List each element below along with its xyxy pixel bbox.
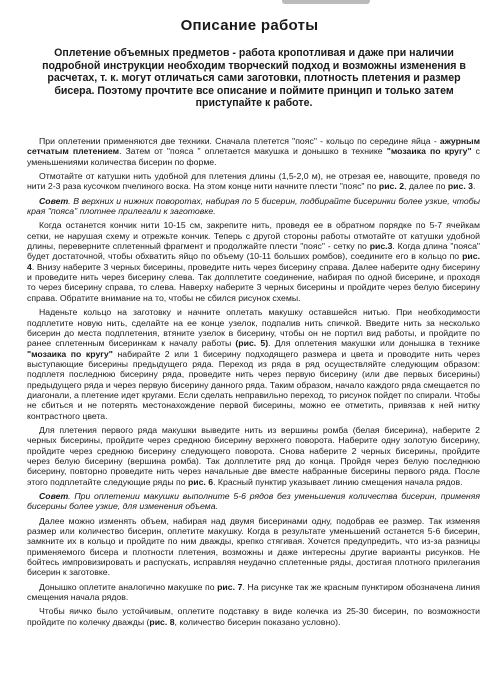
paragraph-text: При оплетении применяются две техники. Сначала плетется "пояс" - кольцо по середине яйца - <box>39 136 440 146</box>
body-paragraph <box>27 582 480 603</box>
body-paragraph <box>27 425 480 487</box>
top-edge-mark <box>282 0 370 4</box>
paragraph-text: Отмотайте от катушки нить удобной для плетения длины (1,5-2,0 м), не отрезая ее, навощите, проведя по нити 2-3 раза кусочком пчелиного воска. На этом конце нити начните плести "пояс" по <box>27 171 480 192</box>
paragraph-text: набирайте 2 или 1 бисерину подходящего размера и цвета и проводите нить через выступающие бисерины предыдущего ряда. Переход из ряда в ряд осуществляйте следующим образом: подплетя последнюю бисерину ряда, проведите нить через первую бисерину (или две первых бисерины) предыдущего ряда и через первую бисерину данного ряда. Таким образом, начало каждого ряда смещается по диагонали, а плетение идет кругами. Если сделать неправильно переход, то рисунок пойдет по спирали. Чтобы не сбиться и не потерять местонахождение первой бисерины, можно ее отметить, привязав к ней нитку контрастного цвета. <box>27 348 480 421</box>
emphasis-text: рис. 6 <box>187 476 214 487</box>
paragraph-text: . Когда длина "пояса" будет достаточной, чтобы обхватить яйцо по объему (10-11 больших ромбов), соедините его в кольцо по <box>27 241 481 262</box>
body-paragraph <box>27 307 480 421</box>
paragraph-text: Когда останется кончик нити 10-15 см, закрепите нить, проведя ее в обратном порядке по 5-7 ячейкам сетки, не нарушая схему и отрежьте кончик. Теперь с другой стороны работы отмотайте от катушки удобной длины, переверните сплетенный фрагмент и продолжайте плести "пояс" - сетку по <box>27 220 480 252</box>
paragraph-text: , количество бисерин показано условно). <box>174 616 341 627</box>
paragraph-text: . Затем от "пояса " оплетается макушка и донышко в технике <box>119 146 387 157</box>
paragraph-text: Наденьте кольцо на заготовку и начните оплетать макушку оставшейся нитью. При необходимости подплетите новую нить, сделайте на ее конце узелок, подпалив нить спичкой. Введите нить за несколько бисерин до места подплетения, втяните узелок в бисерину, чтобы он не портил вид работы, и пройдите по ранее сплетенным бисеринкам к началу работы <box>27 307 480 349</box>
emphasis-text: рис. 8 <box>149 616 175 627</box>
paragraph-text: Далее можно изменять объем, набирая над двумя бисеринами одну, подобрав ее размер. Так изменяя размер или количество бисерин, оплетите макушку. Когда в результате уменьшений останется 5-6 бисерин, замкните их в кольцо и пройдите по ним дважды, крепко стягивая. Хочется предупредить, что из-за разницы применяемого бисера и плотности плетения, возможны и даже интересны другие варианты рисунков. Не бойтесь импровизировать и распускать, исправляя неудачно сплетенные ряды, достигая плотного прилегания бисерин к заготовке. <box>27 515 480 578</box>
paragraph-text: Чтобы яичко было устойчивым, оплетите подставку в виде колечка из 25-30 бисерин, по возможности пройдите по колечку дважды ( <box>27 606 480 627</box>
paragraph-text: . При оплетении макушки выполните 5-6 рядов без уменьшения количества бисерин, применяя бисерины более узкие, для изменения объема. <box>27 491 480 512</box>
tip-paragraph <box>27 491 480 512</box>
paragraph-text: . В верхних и нижних поворотах, набирая по 5 бисерин, подбирайте бисеринки более узкие, чтобы края "пояса" плотнее прилегали к заготовке. <box>27 195 480 217</box>
body-paragraph <box>27 171 480 192</box>
tip-paragraph <box>27 196 480 217</box>
body-paragraph <box>27 220 480 303</box>
paragraph-text: . Красный пунктир указывает линию смещения начала рядов. <box>213 476 463 487</box>
paragraph-text: . Внизу наберите 3 черных бисерины, проведите нить через бисерину справа. Далее наберите одну бисерину и проведите нить через бисерину слева. Так долплетите соединение, набирая по одной бисерине, и проходя то через бисерину справа, то слева. Наверху наберите 3 черных бисерины и пройдите через белую бисерину справа. Обратите внимание на то, чтобы не сбился рисунок схемы. <box>27 261 480 303</box>
emphasis-text: "мозаика по кругу" <box>386 146 472 157</box>
paragraph-text: . Для оплетения макушки или донышка в технике <box>268 338 480 349</box>
paragraph-text: . <box>473 181 476 192</box>
intro-paragraph: Оплетение объемных предметов - работа кропотливая и даже при наличии подробной инструкции необходим творческий подход и возможны изменения в расчетах, т. к. могут отличаться сами заготовки, плотность плетения и размер бисера. Поэтому прочтите все описание и поймите принцип и только затем приступайте к работе. <box>42 47 466 110</box>
paragraph-text: , далее по <box>404 181 448 192</box>
paragraph-text: . На рисунке так же красным пунктиром обозначена линия смещения начала рядов. <box>27 581 481 603</box>
emphasis-text: Совет <box>39 491 69 501</box>
emphasis-text: рис. 2 <box>378 181 405 192</box>
emphasis-text: "мозаика по кругу" <box>27 348 113 359</box>
body-text <box>27 136 480 631</box>
body-paragraph <box>27 136 480 167</box>
body-paragraph <box>27 516 480 578</box>
emphasis-text: (рис. 5) <box>235 338 269 349</box>
body-paragraph <box>27 606 480 627</box>
emphasis-text: рис.3 <box>369 241 393 252</box>
page-title: Описание работы <box>180 17 319 34</box>
emphasis-text: рис. 4 <box>27 251 480 272</box>
paragraph-text: Для плетения первого ряда макушки выведите нить из вершины ромба (белая бисерина), наберите 2 черных бисерины, пройдите через среднюю бисерину верхнего поворота. Наберите одну золотую бисерину, пройдите через среднюю бисерину следующего поворота. Снова наберите 2 черных бисерины, пройдите через белую бисерину (вершина ромба). Так долплетите ряд до конца. Пройдя через белую последнюю бисерину, повторно проведите нить через начальные две вместе набранные бисерины первого ряда. После этого подплетайте следующие ряды по <box>27 424 480 487</box>
emphasis-text: ажурным сетчатым плетением <box>27 136 480 157</box>
paragraph-text: Донышко оплетите аналогично макушке по <box>39 581 218 592</box>
paragraph-text: с уменьшениями количества бисерин по форме. <box>27 146 480 167</box>
emphasis-text: рис. 7 <box>217 581 243 592</box>
emphasis-text: рис. 3 <box>447 181 473 192</box>
emphasis-text: Совет <box>39 195 69 206</box>
